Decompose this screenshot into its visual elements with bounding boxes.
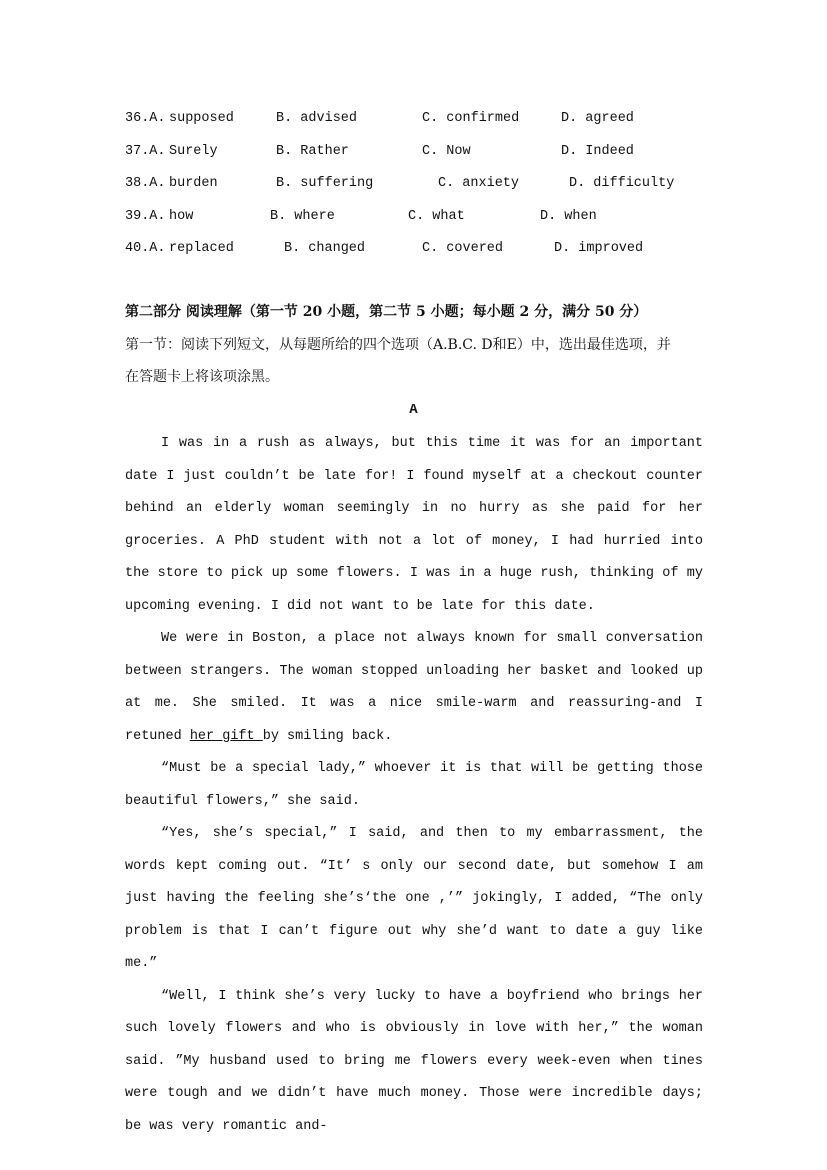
option-d: D. Indeed (561, 144, 634, 159)
paragraph-1: I was in a rush as always, but this time it was for an important date I just couldn’t be late for! I found myself at a checkout counter behind an elderly woman seemingly in no hurry as she paid for her groceries. A PhD student with not a lot of money, I had hurried into the store to pick up some flowers. I was in a huge rush, thinking of my upcoming evening. I did not want to be late for this date. (125, 436, 703, 614)
question-number: 38.A. (125, 176, 166, 191)
option-b: B. where (270, 209, 335, 224)
option-a: replaced (169, 241, 234, 256)
paragraph-3: “Must be a special lady,” whoever it is that will be getting those beautiful flowers,” she said. (125, 761, 703, 809)
option-c: C. confirmed (422, 111, 520, 126)
section-heading: 第二部分 阅读理解（第一节 20 小题，第二节 5 小题；每小题 2 分，满分 50 分） (125, 304, 648, 320)
option-d: D. improved (554, 241, 644, 256)
option-d: D. difficulty (569, 176, 675, 191)
paragraph-2 (125, 623, 703, 753)
option-a: how (169, 209, 194, 224)
option-a: burden (169, 176, 218, 191)
option-b: B. Rather (276, 144, 349, 159)
paragraph-2-end: by smiling back. (262, 728, 393, 744)
paragraph-4: “Yes, she’s special,” I said, and then to my embarrassment, the words kept coming out. “It’ s only our second date, but somehow I am just having the feeling she’s‘the one ,’” jokingly, I added, “The only problem is that I can’t figure out why she’d want to date a guy like me.” (125, 826, 703, 971)
option-d: D. when (540, 209, 597, 224)
option-c: C. Now (422, 144, 471, 159)
paragraph-5: “Well, I think she’s very lucky to have a boyfriend who brings her such lovely flowers and who is obviously in love with her,” the woman said. ”My husband used to bring me flowers every week-even when tines were tough and we didn’t have much money. Those were incredible days; be was very romantic and- (125, 988, 703, 1134)
passage-label: A (409, 402, 418, 418)
underlined-phrase: her gift (189, 728, 263, 744)
option-b: B. suffering (276, 176, 374, 191)
option-b: B. advised (276, 111, 358, 126)
option-c: C. covered (422, 241, 504, 256)
question-number: 39.A. (125, 209, 166, 224)
option-a: Surely (169, 144, 218, 159)
question-number: 37.A. (125, 144, 166, 159)
passage-body (125, 428, 703, 1143)
option-c: C. anxiety (438, 176, 520, 191)
option-b: B. changed (284, 241, 366, 256)
section-instruction-line2: 在答题卡上将该项涂黑。 (125, 369, 279, 385)
question-number: 40.A. (125, 241, 166, 256)
option-c: C. what (408, 209, 465, 224)
question-number: 36.A. (125, 111, 166, 126)
paragraph-2-text: We were in Boston, a place not always known for small conversation between strangers. The woman stopped unloading her basket and looked up at me. She smiled. It was a nice smile-warm and reassuring-and I retuned (125, 631, 703, 744)
section-instruction-line1: 第一节：阅读下列短文，从每题所给的四个选项（A.B.C. D和E）中，选出最佳选项，并 (125, 337, 671, 353)
option-a: supposed (169, 111, 234, 126)
option-d: D. agreed (561, 111, 634, 126)
